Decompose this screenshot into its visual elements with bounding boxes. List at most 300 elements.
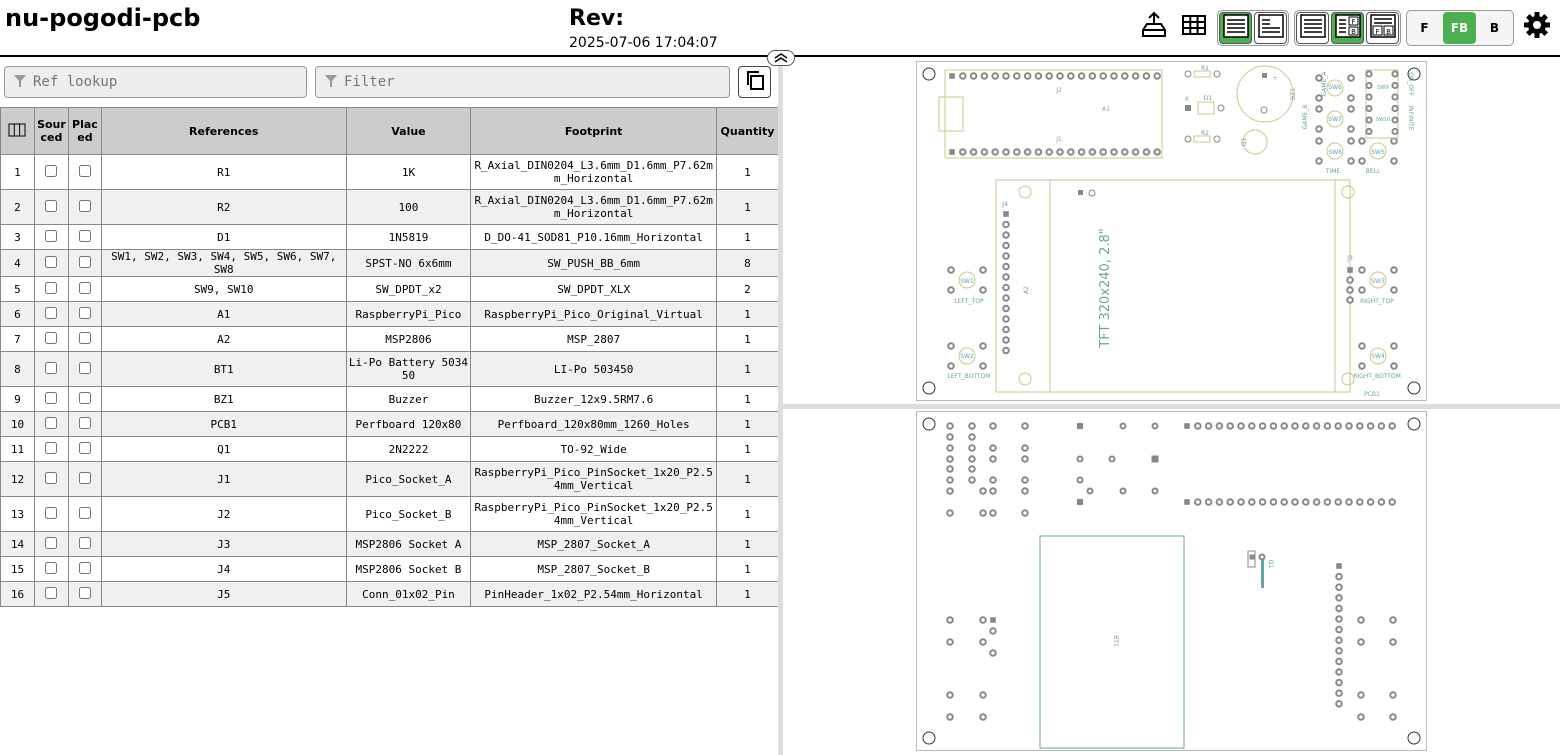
- pad: [1014, 73, 1020, 79]
- pad: [947, 456, 953, 462]
- pad: [1057, 149, 1063, 155]
- row-number: 11: [1, 437, 35, 462]
- pad: [947, 434, 953, 440]
- quantity-cell: 1: [716, 327, 778, 352]
- pad: [1090, 149, 1096, 155]
- svg-text:F: F: [1350, 18, 1356, 26]
- label-tft: TFT 320x240, 2.8": [1098, 228, 1113, 348]
- label-game-b: GAME_B: [1302, 104, 1309, 130]
- pad: [948, 267, 954, 273]
- placed-checkbox[interactable]: [79, 332, 91, 344]
- pad: [1336, 595, 1342, 601]
- sourced-cell: [34, 497, 68, 532]
- revision-date: 2025-07-06 17:04:07: [569, 35, 718, 51]
- placed-cell: [68, 277, 101, 302]
- row-number: 16: [1, 582, 35, 607]
- value-cell: MSP2806: [346, 327, 471, 352]
- split-fb-layout-button[interactable]: [1331, 12, 1364, 44]
- placed-checkbox[interactable]: [79, 165, 91, 177]
- table-row[interactable]: [1, 557, 779, 582]
- label-game-a: GAME_A: [1321, 71, 1328, 97]
- footprint-header[interactable]: Footprint: [471, 108, 717, 155]
- placed-header[interactable]: Plac ed: [68, 108, 101, 155]
- pad: [1238, 423, 1244, 429]
- placed-checkbox[interactable]: [79, 537, 91, 549]
- chevron-up-icon: [772, 49, 790, 68]
- back-board-canvas[interactable]: [916, 411, 1427, 751]
- placed-checkbox[interactable]: [79, 230, 91, 242]
- pad: [1336, 659, 1342, 665]
- quantity-cell: 1: [716, 352, 778, 387]
- list-layout-button[interactable]: [1296, 12, 1329, 44]
- pad: [1046, 73, 1052, 79]
- filter-icon: [324, 73, 338, 92]
- pad: [969, 423, 975, 429]
- pad: [1144, 73, 1150, 79]
- pad: [1057, 73, 1063, 79]
- label-left-bottom: LEFT_BOTTOM: [947, 373, 991, 380]
- ref-lookup-box: [4, 66, 307, 98]
- split-stacked-layout-button[interactable]: [1366, 12, 1399, 44]
- pad: [1003, 274, 1009, 280]
- svg-text:F: F: [1374, 28, 1380, 36]
- pad: [1366, 117, 1371, 122]
- table-row[interactable]: [1, 352, 779, 387]
- grid-icon: [1180, 11, 1208, 43]
- bom-only-button[interactable]: [1219, 12, 1252, 44]
- pad: [1379, 499, 1385, 505]
- quantity-header[interactable]: Quantity: [716, 108, 778, 155]
- sourced-checkbox[interactable]: [45, 200, 57, 212]
- quantity-cell: 1: [716, 190, 778, 225]
- pad: [992, 73, 998, 79]
- front-board-canvas[interactable]: [916, 61, 1427, 401]
- row-number: 8: [1, 352, 35, 387]
- pad: [1391, 267, 1397, 273]
- sourced-cell: [34, 387, 68, 412]
- placed-cell: [68, 190, 101, 225]
- placed-checkbox[interactable]: [79, 256, 91, 268]
- pad: [1391, 363, 1397, 369]
- pad: [1336, 616, 1342, 622]
- placed-checkbox[interactable]: [79, 442, 91, 454]
- pad: [1184, 423, 1190, 429]
- layer-back-button[interactable]: B: [1489, 21, 1500, 35]
- table-row[interactable]: [1, 190, 779, 225]
- placed-checkbox[interactable]: [79, 507, 91, 519]
- filter-box: [315, 66, 730, 98]
- pad: [1357, 499, 1363, 505]
- quantity-cell: 1: [716, 437, 778, 462]
- sourced-checkbox[interactable]: [45, 562, 57, 574]
- table-row[interactable]: [1, 155, 779, 190]
- layer-both-button[interactable]: FB: [1443, 12, 1476, 44]
- bom-table: [0, 107, 779, 607]
- pad: [1003, 222, 1009, 228]
- sourced-cell: [34, 582, 68, 607]
- table-row[interactable]: [1, 437, 779, 462]
- pad: [948, 343, 954, 349]
- pad: [969, 466, 975, 472]
- sourced-cell: [34, 250, 68, 277]
- quantity-cell: 1: [716, 225, 778, 250]
- sourced-checkbox[interactable]: [45, 362, 57, 374]
- pad: [1391, 138, 1397, 144]
- bom-left-icon: [1258, 14, 1284, 42]
- settings-button[interactable]: [1520, 10, 1554, 44]
- placed-cell: [68, 327, 101, 352]
- pad: [1359, 343, 1365, 349]
- pad: [1336, 584, 1342, 590]
- row-number: 3: [1, 225, 35, 250]
- sourced-checkbox[interactable]: [45, 307, 57, 319]
- sourced-cell: [34, 557, 68, 582]
- references-cell: PCB1: [101, 412, 346, 437]
- pad: [947, 423, 953, 429]
- pad: [990, 456, 996, 462]
- pad: [1249, 423, 1255, 429]
- column-settings-header[interactable]: [1, 108, 35, 155]
- label-infinite: INFINITE: [1407, 105, 1414, 131]
- pad: [1348, 75, 1354, 81]
- pad: [1250, 555, 1255, 560]
- table-row[interactable]: [1, 302, 779, 327]
- sourced-checkbox[interactable]: [45, 230, 57, 242]
- sourced-checkbox[interactable]: [45, 472, 57, 484]
- placed-cell: [68, 225, 101, 250]
- sourced-cell: [34, 302, 68, 327]
- placed-checkbox[interactable]: [79, 562, 91, 574]
- pad: [1022, 423, 1028, 429]
- pad: [1390, 639, 1396, 645]
- value-cell: Pico_Socket_B: [346, 497, 471, 532]
- pad: [980, 488, 986, 494]
- pad: [969, 456, 975, 462]
- bom-header-row: [1, 108, 779, 155]
- pad: [1366, 71, 1371, 76]
- pad: [1336, 627, 1342, 633]
- filter-input[interactable]: [342, 73, 602, 91]
- quantity-cell: 8: [716, 250, 778, 277]
- bom-only-icon: [1223, 14, 1249, 42]
- pad: [1347, 297, 1353, 303]
- sourced-checkbox[interactable]: [45, 507, 57, 519]
- references-header[interactable]: References: [101, 108, 346, 155]
- grid-view-button[interactable]: [1177, 10, 1211, 44]
- pad: [1359, 267, 1365, 273]
- footprint-cell: LI-Po 503450: [471, 352, 717, 387]
- pad: [1260, 499, 1266, 505]
- references-cell: R1: [101, 155, 346, 190]
- pad: [1078, 457, 1083, 462]
- value-cell: SPST-NO 6x6mm: [346, 250, 471, 277]
- pad: [1144, 149, 1150, 155]
- pad: [1348, 126, 1354, 132]
- sourced-checkbox[interactable]: [45, 442, 57, 454]
- placed-cell: [68, 462, 101, 497]
- row-number: 15: [1, 557, 35, 582]
- pad: [1217, 499, 1223, 505]
- list-icon: [1300, 14, 1326, 42]
- pad: [960, 73, 966, 79]
- pad: [1003, 306, 1009, 312]
- pad: [1325, 423, 1331, 429]
- back-board-drawing: [917, 412, 1426, 750]
- label-k: K: [1185, 96, 1189, 103]
- row-number: 1: [1, 155, 35, 190]
- pad: [1003, 337, 1009, 343]
- row-number: 6: [1, 302, 35, 327]
- sourced-checkbox[interactable]: [45, 587, 57, 599]
- placed-checkbox[interactable]: [79, 200, 91, 212]
- pad: [1133, 149, 1139, 155]
- placed-cell: [68, 302, 101, 327]
- label-sw9: SW9: [1377, 85, 1389, 91]
- table-row[interactable]: [1, 277, 779, 302]
- value-cell: RaspberryPi_Pico: [346, 302, 471, 327]
- placed-checkbox[interactable]: [79, 392, 91, 404]
- table-row[interactable]: [1, 582, 779, 607]
- sourced-checkbox[interactable]: [45, 392, 57, 404]
- label-on-off: ON_OFF: [1407, 72, 1414, 96]
- split-fb-icon: [1335, 14, 1361, 42]
- pad: [1292, 499, 1298, 505]
- bom-left-button[interactable]: [1254, 12, 1287, 44]
- pad: [990, 617, 996, 623]
- value-header[interactable]: Value: [346, 108, 471, 155]
- value-cell: Buzzer: [346, 387, 471, 412]
- layer-front-button[interactable]: F: [1420, 21, 1429, 35]
- pad: [1303, 499, 1309, 505]
- sourced-header[interactable]: Sour ced: [34, 108, 68, 155]
- value-cell: Conn_01x02_Pin: [346, 582, 471, 607]
- sourced-cell: [34, 277, 68, 302]
- pad: [1357, 423, 1363, 429]
- sourced-cell: [34, 437, 68, 462]
- pad: [1392, 71, 1397, 76]
- split-stacked-icon: [1370, 14, 1396, 42]
- value-cell: 2N2222: [346, 437, 471, 462]
- row-number: 13: [1, 497, 35, 532]
- placed-checkbox[interactable]: [79, 472, 91, 484]
- pad: [1022, 456, 1028, 462]
- references-cell: J3: [101, 532, 346, 557]
- export-button[interactable]: [1137, 10, 1171, 44]
- copy-button[interactable]: [738, 66, 771, 98]
- pad: [1046, 149, 1052, 155]
- table-row[interactable]: [1, 497, 779, 532]
- placed-cell: [68, 155, 101, 190]
- pad: [948, 363, 954, 369]
- pad: [1003, 253, 1009, 259]
- label-d1: D1: [1203, 95, 1213, 102]
- pad: [1122, 73, 1128, 79]
- pad: [1133, 73, 1139, 79]
- footprint-cell: RaspberryPi_Pico_PinSocket_1x20_P2.54mm_Vertical: [471, 497, 717, 532]
- pad: [1206, 499, 1212, 505]
- pad: [1154, 73, 1160, 79]
- pad: [1025, 149, 1031, 155]
- pad: [1078, 478, 1083, 483]
- label-sw2: SW2: [960, 353, 974, 360]
- pad: [1238, 499, 1244, 505]
- pad: [1217, 423, 1223, 429]
- pad: [1392, 106, 1397, 111]
- table-row[interactable]: [1, 225, 779, 250]
- pad: [1184, 499, 1190, 505]
- pad: [990, 477, 996, 483]
- pad: [949, 149, 955, 155]
- pad: [1100, 73, 1106, 79]
- pad: [1346, 423, 1352, 429]
- placed-cell: [68, 497, 101, 532]
- label-right-top: RIGHT_TOP: [1360, 298, 1394, 305]
- label-time: TIME: [1325, 168, 1341, 175]
- pad: [1271, 423, 1277, 429]
- pad: [1121, 424, 1126, 429]
- table-row[interactable]: [1, 327, 779, 352]
- quantity-cell: 1: [716, 532, 778, 557]
- placed-checkbox[interactable]: [79, 362, 91, 374]
- ref-lookup-input[interactable]: [31, 73, 291, 91]
- sourced-cell: [34, 412, 68, 437]
- pad: [1389, 423, 1395, 429]
- placed-checkbox[interactable]: [79, 282, 91, 294]
- pad: [980, 267, 986, 273]
- value-cell: Li-Po Battery 503450: [346, 352, 471, 387]
- placed-cell: [68, 532, 101, 557]
- pad: [980, 510, 986, 516]
- sourced-checkbox[interactable]: [45, 165, 57, 177]
- table-row[interactable]: [1, 412, 779, 437]
- table-row[interactable]: [1, 532, 779, 557]
- sourced-checkbox[interactable]: [45, 332, 57, 344]
- table-row[interactable]: [1, 387, 779, 412]
- pad: [947, 488, 953, 494]
- references-cell: A2: [101, 327, 346, 352]
- horizontal-splitter[interactable]: [783, 404, 1560, 409]
- label-sw10: SW10: [1375, 117, 1391, 123]
- value-cell: Pico_Socket_A: [346, 462, 471, 497]
- table-row[interactable]: [1, 250, 779, 277]
- bom-panel: [0, 59, 779, 755]
- placed-checkbox[interactable]: [79, 587, 91, 599]
- pad: [1391, 158, 1397, 164]
- pad: [1036, 149, 1042, 155]
- pad: [1022, 477, 1028, 483]
- table-row[interactable]: [1, 462, 779, 497]
- pad: [982, 149, 988, 155]
- footprint-cell: Buzzer_12x9.5RM7.6: [471, 387, 717, 412]
- row-number: 5: [1, 277, 35, 302]
- label-j2: J2: [1056, 87, 1062, 94]
- sourced-cell: [34, 190, 68, 225]
- sourced-cell: [34, 462, 68, 497]
- pad: [1292, 423, 1298, 429]
- pad: [1025, 73, 1031, 79]
- sourced-checkbox[interactable]: [45, 256, 57, 268]
- sourced-checkbox[interactable]: [45, 537, 57, 549]
- pad: [1335, 499, 1341, 505]
- footprint-cell: RaspberryPi_Pico_PinSocket_1x20_P2.54mm_Vertical: [471, 462, 717, 497]
- pad: [980, 639, 986, 645]
- pad: [1111, 73, 1117, 79]
- references-cell: A1: [101, 302, 346, 327]
- quantity-cell: 1: [716, 387, 778, 412]
- quantity-cell: 1: [716, 497, 778, 532]
- sourced-checkbox[interactable]: [45, 417, 57, 429]
- footprint-cell: SW_DPDT_XLX: [471, 277, 717, 302]
- sourced-cell: [34, 532, 68, 557]
- references-cell: SW9, SW10: [101, 277, 346, 302]
- pad: [1079, 73, 1085, 79]
- pad: [960, 149, 966, 155]
- footprint-cell: SW_PUSH_BB_6mm: [471, 250, 717, 277]
- footprint-cell: MSP_2807: [471, 327, 717, 352]
- pad: [1111, 149, 1117, 155]
- pad: [947, 510, 953, 516]
- pad: [1195, 423, 1201, 429]
- export-icon: [1139, 10, 1169, 44]
- label-sw7: SW7: [1328, 116, 1342, 123]
- pad: [1077, 499, 1083, 505]
- footprint-cell: TO-92_Wide: [471, 437, 717, 462]
- pad: [1003, 243, 1009, 249]
- pad: [1348, 158, 1354, 164]
- pad: [947, 617, 953, 623]
- quantity-cell: 2: [716, 277, 778, 302]
- pad: [1366, 94, 1371, 99]
- pad: [1392, 83, 1397, 88]
- pad: [1347, 267, 1353, 273]
- back-label-q1: Q1: [1267, 559, 1274, 569]
- pad: [1368, 423, 1374, 429]
- pad: [1358, 639, 1364, 645]
- pad: [1077, 423, 1083, 429]
- pad: [1110, 457, 1115, 462]
- pad: [990, 445, 996, 451]
- revision-label: Rev:: [569, 6, 624, 31]
- placed-cell: [68, 412, 101, 437]
- placed-cell: [68, 437, 101, 462]
- placed-checkbox[interactable]: [79, 417, 91, 429]
- pad: [1003, 73, 1009, 79]
- label-r2: R2: [1201, 130, 1209, 137]
- layout-mode-group: [1294, 10, 1401, 46]
- pad: [1346, 499, 1352, 505]
- pad: [1249, 499, 1255, 505]
- pad: [1390, 714, 1396, 720]
- sourced-checkbox[interactable]: [45, 282, 57, 294]
- pad: [1389, 499, 1395, 505]
- row-number: 9: [1, 387, 35, 412]
- pad: [1335, 423, 1341, 429]
- pad: [1003, 285, 1009, 291]
- value-cell: 100: [346, 190, 471, 225]
- pad: [1336, 690, 1342, 696]
- pad: [1314, 423, 1320, 429]
- sourced-cell: [34, 155, 68, 190]
- collapse-header-button[interactable]: [767, 50, 795, 66]
- row-number: 7: [1, 327, 35, 352]
- pad: [1348, 95, 1354, 101]
- pad: [1336, 574, 1342, 580]
- placed-checkbox[interactable]: [79, 307, 91, 319]
- value-cell: 1N5819: [346, 225, 471, 250]
- footprint-cell: D_DO-41_SOD81_P10.16mm_Horizontal: [471, 225, 717, 250]
- pad: [1022, 510, 1028, 516]
- pad: [1281, 499, 1287, 505]
